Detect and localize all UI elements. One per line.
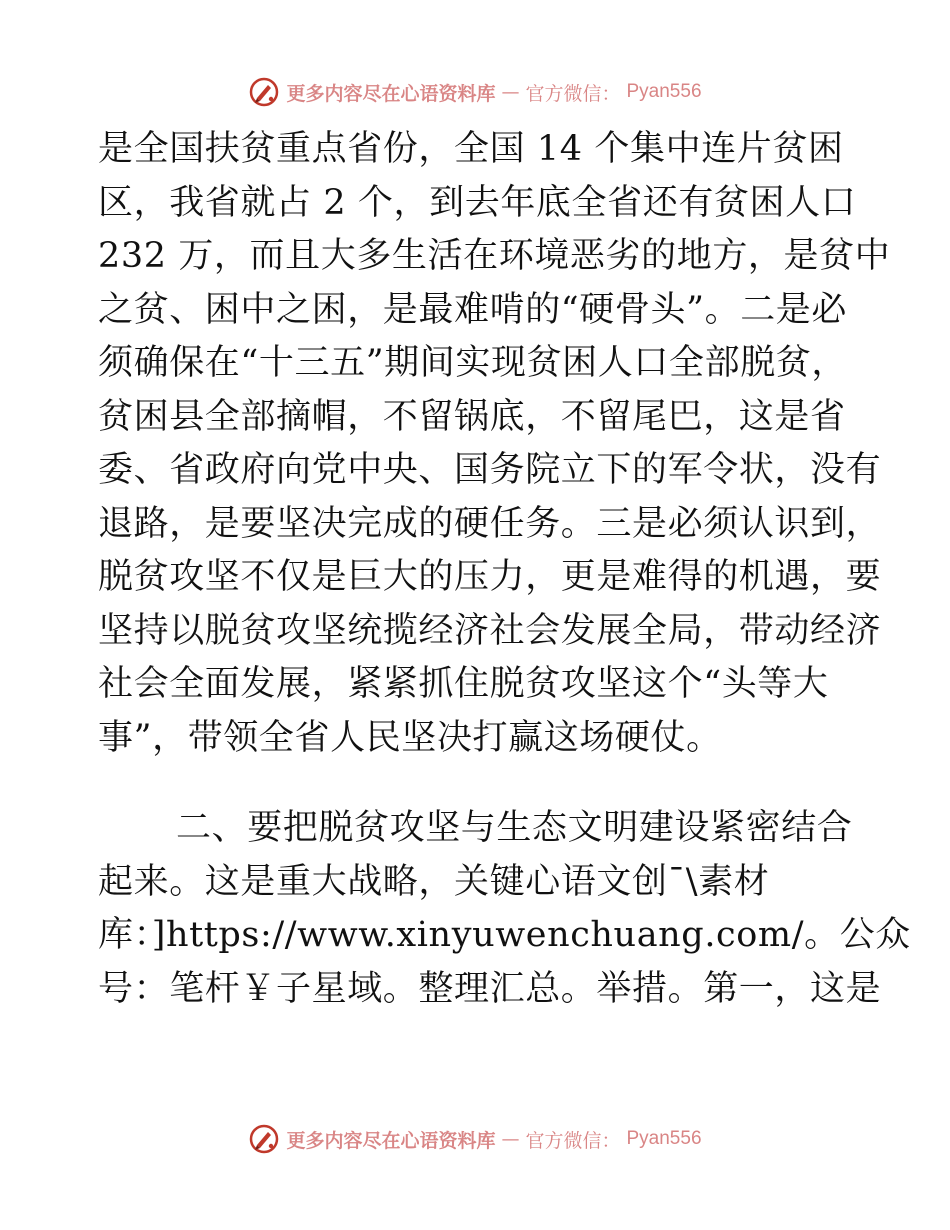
text-line: 坚持以脱贫攻坚统揽经济社会发展全局，带动经济 bbox=[98, 610, 882, 651]
banner-brand-text: 更多内容尽在心语资料库 bbox=[286, 1129, 496, 1152]
text-line: 须确保在“十三五”期间实现贫困人口全部脱贫， bbox=[98, 343, 847, 383]
text-line: 脱贫攻坚不仅是巨大的压力，更是难得的机遇，要 bbox=[98, 557, 882, 597]
pen-logo-icon bbox=[248, 76, 280, 108]
text-line: 委、省政府向党中央、国务院立下的军令状，没有 bbox=[98, 450, 882, 490]
banner-official-label: 官方微信： bbox=[525, 82, 621, 105]
pen-logo-icon bbox=[248, 1123, 280, 1155]
banner-separator: — bbox=[501, 81, 520, 103]
text-line: 二、要把脱贫攻坚与生态文明建设紧密结合 bbox=[176, 808, 853, 848]
banner-official-label: 官方微信： bbox=[525, 1129, 621, 1152]
banner-wechat-id: Pyan556 bbox=[626, 1128, 702, 1149]
banner-brand-text: 更多内容尽在心语资料库 bbox=[286, 82, 496, 105]
banner-wechat-id: Pyan556 bbox=[626, 81, 702, 102]
text-line: 是全国扶贫重点省份，全国 14 个集中连片贫困 bbox=[98, 129, 844, 169]
paragraph-2 bbox=[98, 802, 911, 1016]
paragraph-spacer bbox=[98, 765, 858, 802]
text-line: 库：]https://www.xinyuwenchuang.com/。公众 bbox=[98, 915, 911, 955]
text-line: 退路，是要坚决完成的硬任务。三是必须认识到， bbox=[98, 503, 882, 544]
text-line: 区，我省就占 2 个，到去年底全省还有贫困人口 bbox=[98, 182, 857, 223]
text-line: 起来。这是重大战略，关键心语文创¯\素材 bbox=[98, 861, 770, 902]
text-line: 社会全面发展，紧紧抓住脱贫攻坚这个“头等大 bbox=[98, 664, 829, 704]
document-body bbox=[98, 123, 911, 1016]
footer-banner bbox=[0, 1119, 950, 1159]
text-line: 号：笔杆￥子星域。整理汇总。举措。第一，这是 bbox=[98, 968, 882, 1009]
text-line: 之贫、困中之困，是最难啃的“硬骨头”。二是必 bbox=[98, 289, 847, 330]
text-line: 贫困县全部摘帽，不留锅底，不留尾巴，这是省 bbox=[98, 396, 846, 437]
paragraph-1 bbox=[98, 123, 891, 765]
banner-separator: — bbox=[501, 1128, 520, 1150]
text-line: 232 万，而且大多生活在环境恶劣的地方，是贫中 bbox=[98, 236, 891, 276]
text-line: 事”，带领全省人民坚决打赢这场硬仗。 bbox=[98, 717, 722, 758]
header-banner bbox=[0, 72, 950, 112]
